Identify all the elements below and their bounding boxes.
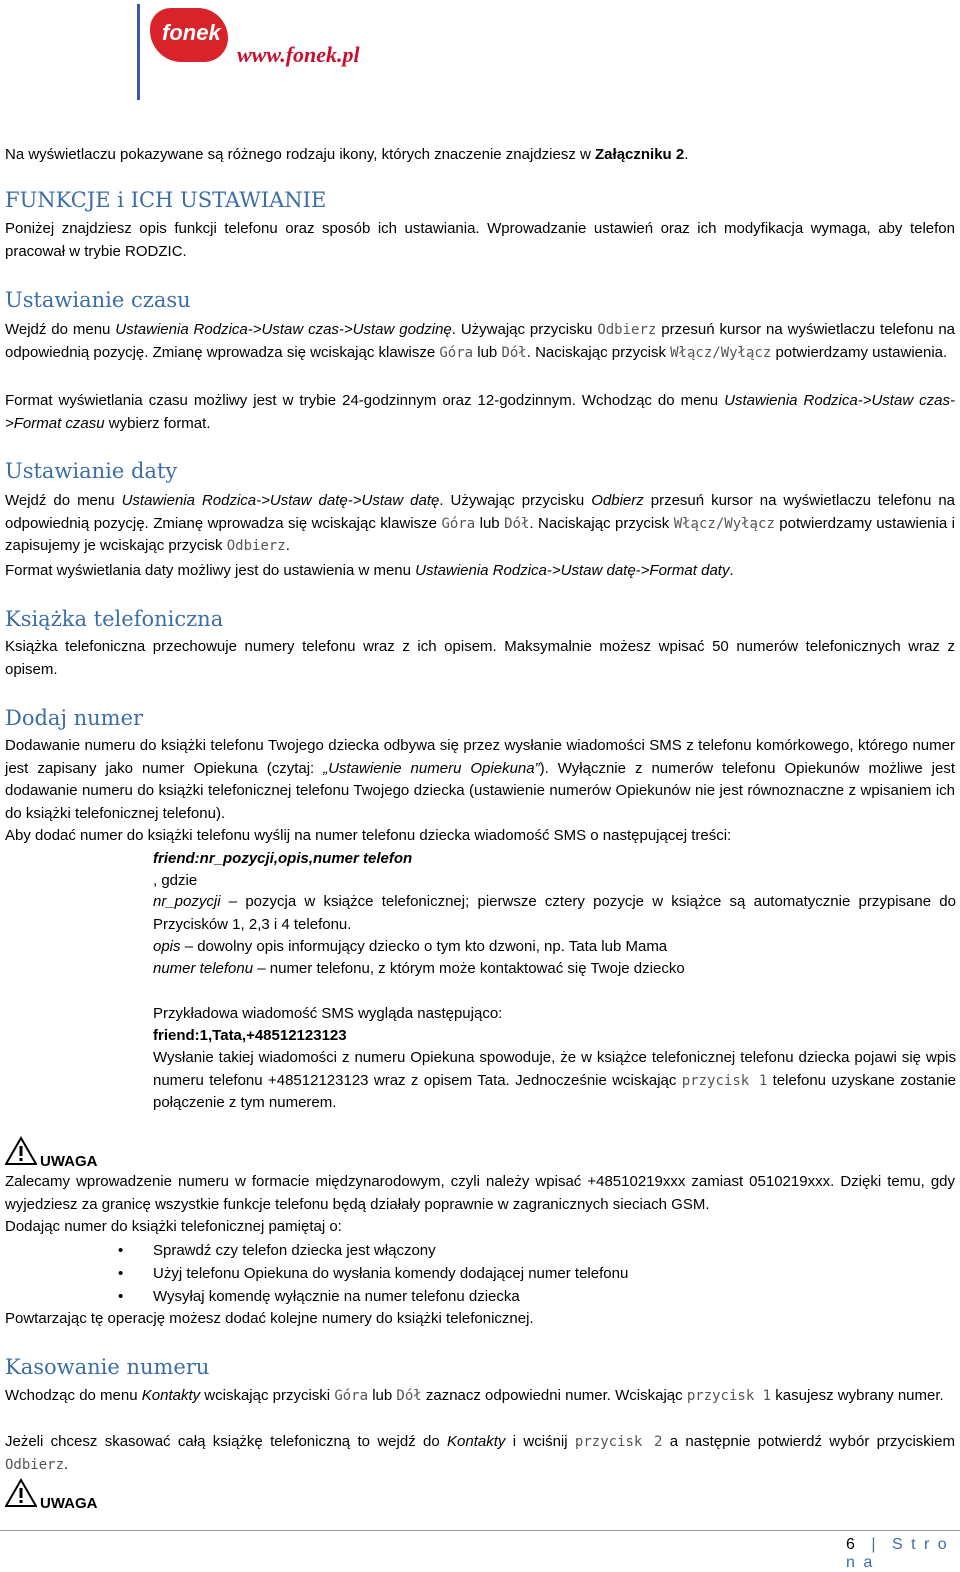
- example-label: Przykładowa wiadomość SMS wygląda następująco:: [153, 1005, 503, 1022]
- section-heading-delete-number: Kasowanie numeru: [5, 1355, 210, 1379]
- section-heading-phonebook: Książka telefoniczna: [5, 607, 224, 631]
- site-url[interactable]: www.fonek.pl: [237, 42, 360, 67]
- page-footer: 6 | S t r o n a: [846, 1536, 949, 1571]
- warning-icon-2: [5, 1478, 37, 1508]
- warning-bullet-list: [118, 1239, 628, 1308]
- logo-divider: [137, 4, 140, 100]
- page-label: S t r o n a: [846, 1536, 949, 1571]
- warning-icon: [5, 1136, 37, 1166]
- time-paragraph-1: Wejdź do menu Ustawienia Rodzica->Ustaw czas->Ustaw godzinę. Używając przycisku Odbierz przesuń kursor na wyświetlaczu telefonu na odpowiednią pozycję. Zmianę wprowadza się wciskając klawisze Góra lub Dół. Naciskając przycisk Włącz/Wyłącz potwierdzamy ustawienia.: [5, 321, 955, 361]
- gdzie-text: , gdzie: [153, 872, 198, 889]
- delete-paragraph-1: Wchodząc do menu Kontakty wciskając przyciski Góra lub Dół zaznacz odpowiedni numer. Wciskając przycisk 1 kasujesz wybrany numer.: [5, 1387, 944, 1404]
- add-number-paragraph-1: Dodawanie numeru do książki telefonu Twojego dziecka odbywa się przez wysłanie wiadomości SMS z telefonu komórkowego, którego numer jest zapisany jako numer Opiekuna (czytaj: „Ustawienie numeru Opiekuna”). Wyłącznie z numerów telefonu Opiekunów możliwe jest dodawanie numeru do książki telefonicznej telefonu Twojego dziecka (ustawienie numerów Opiekunów nie jest równoznaczne z wpisaniem ich do książki telefonicznej telefonu).: [5, 737, 956, 822]
- section-heading-functions: FUNKCJE i ICH USTAWIANIE: [5, 188, 327, 212]
- warning-paragraph-2: Dodając numer do książki telefonicznej pamiętaj o:: [5, 1218, 342, 1235]
- warning-label-2: UWAGA: [40, 1495, 98, 1512]
- delete-paragraph-2: Jeżeli chcesz skasować całą książkę telefoniczną to wejdź do Kontakty i wciśnij przycisk 2 a następnie potwierdź wybór przyciskiem Odbierz.: [5, 1433, 955, 1473]
- warning-paragraph-1: Zalecamy wprowadzenie numeru w formacie międzynarodowym, czyli należy wpisać +48510219xxx zamiast 0510219xxx. Dzięki temu, gdy wyjedziesz za granicę wszystkie funkcje telefonu będą działały poprawnie w zagranicznych sieciach GSM.: [5, 1173, 955, 1213]
- add-number-paragraph-2: Aby dodać numer do książki telefonu wyślij na numer telefonu dziecka wiadomość SMS o następującej treści:: [5, 827, 732, 844]
- def-numer-telefonu: numer telefonu – numer telefonu, z którym może kontaktować się Twoje dziecko: [153, 960, 685, 977]
- phonebook-paragraph: Książka telefoniczna przechowuje numery telefonu wraz z ich opisem. Maksymalnie możesz wpisać 50 numerów telefonicznych wraz z opisem.: [5, 638, 955, 678]
- footer-divider: [0, 1530, 960, 1531]
- def-opis: opis – dowolny opis informujący dziecko o tym kto dzwoni, np. Tata lub Mama: [153, 938, 668, 955]
- section-heading-add-number: Dodaj numer: [5, 706, 144, 730]
- list-item: • Wysyłaj komendę wyłącznie na numer telefonu dziecka: [118, 1288, 520, 1305]
- def-nr-pozycji: nr_pozycji – pozycja w książce telefonicznej; pierwsze cztery pozycje w książce są automatycznie przypisane do Przycisków 1, 2,3 i 4 telefonu.: [153, 893, 956, 933]
- date-paragraph-2: Format wyświetlania daty możliwy jest do ustawienia w menu Ustawienia Rodzica->Ustaw datę->Format daty.: [5, 562, 734, 579]
- section-heading-time: Ustawianie czasu: [5, 288, 191, 312]
- page-number: 6: [846, 1536, 861, 1553]
- sms-format: friend:nr_pozycji,opis,numer telefon: [153, 850, 413, 867]
- list-item: • Sprawdź czy telefon dziecka jest włączony: [118, 1242, 436, 1259]
- date-paragraph-1: Wejdź do menu Ustawienia Rodzica->Ustaw datę->Ustaw datę. Używając przycisku Odbierz przesuń kursor na wyświetlaczu telefonu na odpowiednią pozycję. Zmianę wprowadza się wciskając klawisze Góra lub Dół. Naciskając przycisk Włącz/Wyłącz potwierdzamy ustawienia i zapisujemy je wciskając przycisk Odbierz.: [5, 492, 955, 554]
- warning-paragraph-3: Powtarzając tę operację możesz dodać kolejne numery do książki telefonicznej.: [5, 1310, 534, 1327]
- time-paragraph-2: Format wyświetlania czasu możliwy jest w trybie 24-godzinnym oraz 12-godzinnym. Wchodząc do menu Ustawienia Rodzica->Ustaw czas->Format czasu wybierz format.: [5, 392, 955, 432]
- example-description: Wysłanie takiej wiadomości z numeru Opiekuna spowoduje, że w książce telefonicznej telefonu dziecka pojawi się wpis numeru telefonu +48512123123 wraz z opisem Tata. Jednocześnie wciskając przycisk 1 telefonu uzyskane zostanie połączenie z tym numerem.: [153, 1049, 956, 1111]
- functions-paragraph: Poniżej znajdziesz opis funkcji telefonu oraz sposób ich ustawiania. Wprowadzanie ustawień oraz ich modyfikacja wymaga, aby telefon pracował w trybie RODZIC.: [5, 220, 955, 260]
- logo-text: fonek: [162, 20, 221, 45]
- list-item: • Użyj telefonu Opiekuna do wysłania komendy dodającej numer telefonu: [118, 1265, 629, 1282]
- intro-paragraph: Na wyświetlaczu pokazywane są różnego rodzaju ikony, których znaczenie znajdziesz w Załączniku 2.: [5, 146, 689, 163]
- section-heading-date: Ustawianie daty: [5, 459, 178, 483]
- example-sms: friend:1,Tata,+48512123123: [153, 1027, 347, 1044]
- warning-label: UWAGA: [40, 1153, 98, 1170]
